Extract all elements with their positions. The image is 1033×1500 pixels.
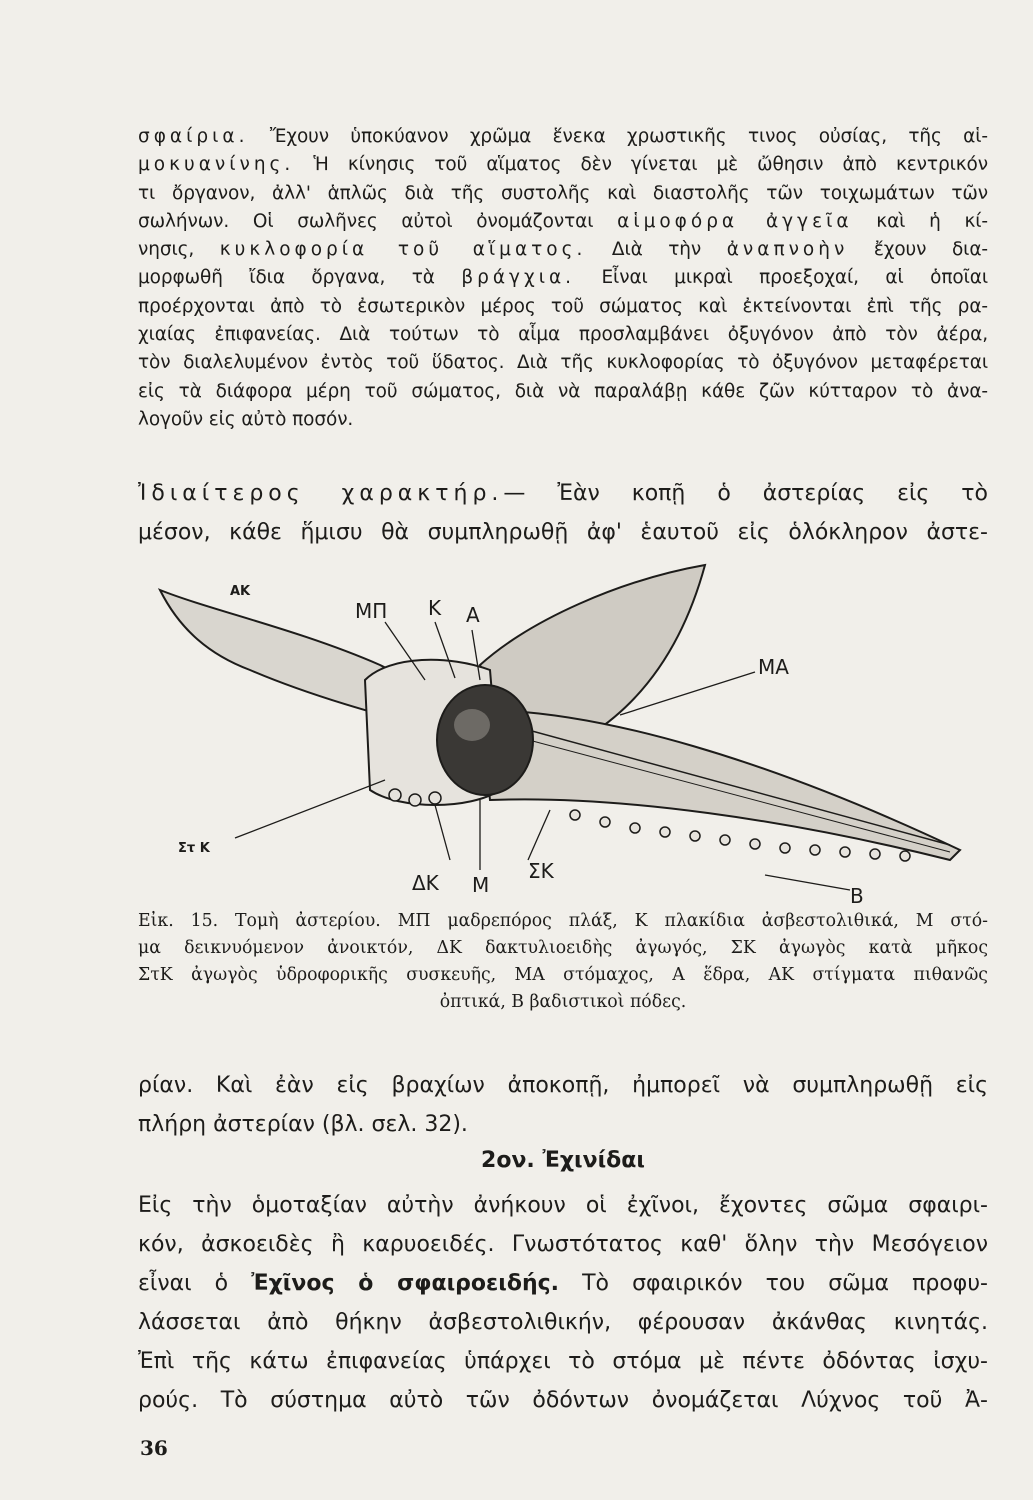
label-sk: ΣΚ — [528, 859, 554, 883]
paragraph-echinoids — [138, 1186, 988, 1420]
label-dk: ΔΚ — [412, 871, 439, 895]
stomach — [437, 685, 533, 795]
text-line: εἰς τὰ διάφορα μέρη τοῦ σώματος, διὰ νὰ παραλάβῃ κάθε ζῶν κύτταρον τὸ ἀνα- — [138, 380, 988, 402]
text-line: ρούς. Τὸ σύστημα αὐτὸ τῶν ὀδόντων ὀνομάζεται Λύχνος τοῦ Ἀ- — [138, 1388, 988, 1413]
text-line: λάσσεται ἀπὸ θήκην ἀσβεστολιθικήν, φέρουσαν ἀκάνθας κινητάς. — [138, 1310, 988, 1335]
text-line: σωλήνων. Οἱ σωλῆνες αὐτοὶ ὀνομάζονται αἱμοφόρα ἀγγεῖα καὶ ἡ κί- — [138, 210, 988, 232]
caption-line: ὀπτικά, Β βαδιστικοὶ πόδες. — [439, 992, 687, 1012]
text-line: μορφωθῆ ἴδια ὄργανα, τὰ βράγχια. Εἶναι μικραὶ προεξοχαί, αἱ ὁποῖαι — [138, 267, 988, 289]
text-line: μοκυανίνης. Ἡ κίνησις τοῦ αἵματος δὲν γίνεται μὲ ὤθησιν ἀπὸ κεντρικόν — [138, 154, 988, 176]
caption-line: Εἰκ. 15. Τομὴ ἀστερίου. ΜΠ μαδρεπόρος πλάξ, Κ πλακίδια ἀσβεστολιθικά, Μ στό- — [138, 911, 988, 931]
caption-line: μα δεικνυόμενον ἀνοικτόν, ΔΚ δακτυλιοειδὴς ἀγωγός, ΣΚ ἀγωγὸς κατὰ μῆκος — [138, 938, 988, 958]
label-k: Κ — [428, 596, 442, 620]
text-line: λογοῦν εἰς αὐτὸ ποσόν. — [138, 408, 354, 430]
text-line: πλήρη ἀστερίαν (βλ. σελ. 32). — [138, 1112, 468, 1137]
text-line: Εἰς τὴν ὁμοταξίαν αὐτὴν ἀνήκουν οἱ ἐχῖνοι, ἔχοντες σῶμα σφαιρι- — [138, 1193, 988, 1218]
text-line: τι ὄργανον, ἀλλ' ἁπλῶς διὰ τῆς συστολῆς καὶ διαστολῆς τῶν τοιχωμάτων τῶν — [138, 182, 988, 204]
bold-term: Ἐχῖνος ὁ σφαιροειδής. — [251, 1271, 560, 1296]
page-number: 36 — [140, 1436, 168, 1460]
section-heading: 2ον. Ἐχινίδαι — [481, 1148, 645, 1173]
caption-line: ΣτΚ ἀγωγὸς ὑδροφορικῆς συσκευῆς, ΜΑ στόμαχος, Α ἕδρα, ΑΚ στίγματα πιθανῶς — [138, 965, 988, 985]
label-ak: ΑΚ — [230, 584, 251, 599]
label-m: Μ — [472, 873, 490, 897]
paragraph-regeneration-continued — [138, 1066, 988, 1144]
text-line: μέσον, κάθε ἥμισυ θὰ συμπληρωθῇ ἀφ' ἑαυτοῦ εἰς ὁλόκληρον ἀστε- — [138, 520, 988, 545]
text-line: προέρχονται ἀπὸ τὸ ἐσωτερικὸν μέρος τοῦ σώματος καὶ ἐκτείνονται ἐπὶ τῆς ρα- — [138, 295, 988, 317]
text-line: σφαίρια. Ἔχουν ὑποκύανον χρῶμα ἕνεκα χρωστικῆς τινος οὐσίας, τῆς αἱ- — [138, 126, 988, 147]
text-line: χιαίας ἐπιφανείας. Διὰ τούτων τὸ αἷμα προσλαμβάνει ὀξυγόνον ἀπὸ τὸν ἀέρα, — [138, 324, 988, 346]
label-mp: ΜΠ — [355, 599, 388, 623]
text-line: Ἰδιαίτερος χαρακτήρ.— Ἐὰν κοπῇ ὁ ἀστερίας εἰς τὸ — [138, 481, 988, 506]
paragraph-regeneration — [138, 474, 988, 552]
text-line: κόν, ἀσκοειδὲς ἢ καρυοειδές. Γνωστότατος καθ' ὅλην τὴν Μεσόγειον — [138, 1232, 988, 1257]
starfish-illustration — [150, 560, 990, 905]
text-line: εἶναι ὁ Ἐχῖνος ὁ σφαιροειδής. Τὸ σφαιρικόν του σῶμα προφυ- — [138, 1271, 988, 1296]
text-line: ρίαν. Καὶ ἐὰν εἰς βραχίων ἀποκοπῇ, ἠμπορεῖ νὰ συμπληρωθῇ εἰς — [138, 1073, 988, 1098]
figure-caption — [138, 908, 988, 1016]
text-line: Ἐπὶ τῆς κάτω ἐπιφανείας ὑπάρχει τὸ στόμα μὲ πέντε ὀδόντας ἰσχυ- — [138, 1349, 988, 1374]
text-line: τὸν διαλελυμένον ἐντὸς τοῦ ὕδατος. Διὰ τῆς κυκλοφορίας τὸ ὀξυγόνον μεταφέρεται — [138, 352, 988, 374]
starfish-section-figure — [150, 560, 990, 905]
label-a: Α — [466, 603, 480, 627]
label-b: Β — [850, 884, 864, 905]
paragraph-circulation — [138, 123, 988, 434]
label-stk: Στ Κ — [178, 841, 210, 856]
label-ma: ΜΑ — [758, 655, 789, 679]
text-line: νησις, κυκλοφορία τοῦ αἵματος. Διὰ τὴν ἀναπνοὴν ἔχουν δια- — [138, 239, 988, 261]
